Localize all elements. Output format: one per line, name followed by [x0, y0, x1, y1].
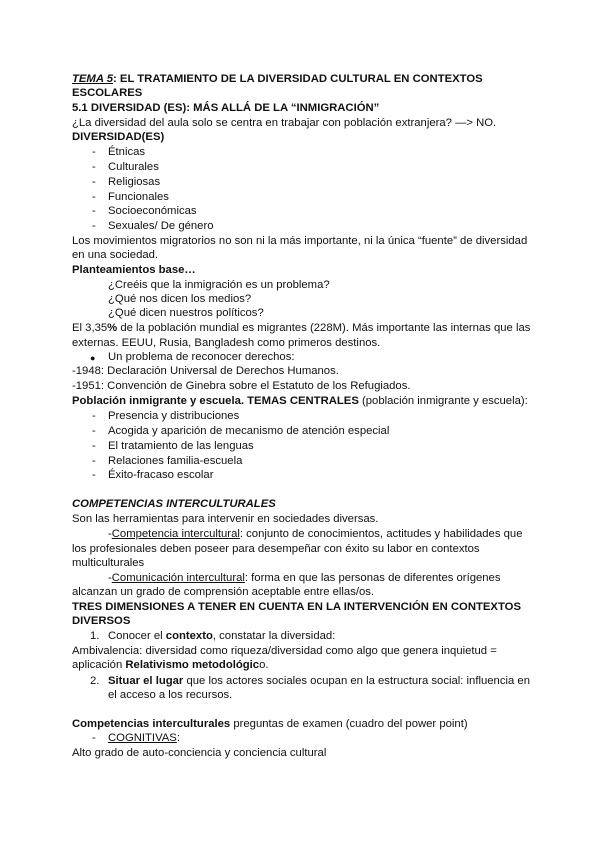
list-dash: -: [92, 176, 96, 188]
diversidad-heading: DIVERSIDAD(ES): [72, 131, 165, 143]
dimension-item-1-rest: , constatar la diversidad:: [212, 630, 336, 642]
dimension-item-1-bold: contexto: [165, 630, 213, 642]
competencias-heading: COMPETENCIAS INTERCULTURALES: [72, 498, 276, 510]
list-dash: -: [92, 440, 96, 452]
dimension-item-2-bold: Situar el lugar: [108, 675, 184, 687]
dimension-item-1-text: Conocer el: [108, 630, 166, 642]
cognitivas-text: Alto grado de auto-conciencia y conciencia cultural: [72, 747, 327, 759]
list-item: Relaciones familia-escuela: [108, 455, 243, 467]
cognitivas-colon: :: [176, 732, 180, 744]
planteamientos-heading: Planteamientos base…: [72, 264, 196, 276]
list-item: Presencia y distribuciones: [108, 410, 240, 422]
migration-text-line2: en una sociedad.: [72, 249, 159, 261]
stats-percent: %: [107, 322, 118, 334]
examen-heading-bold: Competencias interculturales: [72, 718, 231, 730]
poblacion-heading-rest: (población inmigrante y escuela):: [358, 395, 528, 407]
list-number: 1.: [90, 630, 100, 642]
document-title: [72, 72, 483, 86]
list-dash: -: [92, 161, 96, 173]
date-1948: -1948: Declaración Universal de Derechos Humanos.: [72, 365, 339, 377]
ambivalencia-bold: Relativismo metodológic: [125, 659, 260, 671]
poblacion-heading: [72, 394, 528, 408]
title-prefix: TEMA 5: [72, 73, 114, 85]
competencia-intercultural-line3: multiculturales: [72, 557, 145, 569]
list-dash: -: [92, 732, 96, 744]
dimension-item-2-line2: el acceso a los recursos.: [108, 689, 233, 701]
list-dash: -: [92, 425, 96, 437]
intro-question: ¿La diversidad del aula solo se centra en trabajar con población extranjera? —> NO.: [72, 117, 497, 129]
list-item: Funcionales: [108, 191, 169, 203]
migration-text-line1: Los movimientos migratorios no son ni la más importante, ni la única “fuente” de diversidad: [72, 235, 528, 247]
list-number: 2.: [90, 675, 100, 687]
dimension-item-2-text: que los actores sociales ocupan en la estructura social: influencia en: [183, 675, 530, 687]
competencias-intro: Son las herramientas para intervenir en sociedades diversas.: [72, 513, 379, 525]
section-heading: 5.1 DIVERSIDAD (ES): MÁS ALLÁ DE LA “INMIGRACIÓN”: [72, 102, 380, 114]
bullet-icon: ●: [90, 353, 96, 363]
list-item: Religiosas: [108, 176, 161, 188]
dimension-item-2: [108, 674, 530, 688]
question-item: ¿Creéis que la inmigración es un problema?: [108, 279, 330, 291]
cognitivas-term: COGNITIVAS: [108, 732, 177, 744]
ambivalencia-line2: [72, 658, 269, 672]
comunicacion-intercultural-def: -Comunicación intercultural: forma en que las personas de diferentes orígenes: [108, 572, 501, 584]
stats-line1: [72, 321, 530, 335]
dimensiones-heading: TRES DIMENSIONES A TENER EN CUENTA EN LA INTERVENCIÓN EN CONTEXTOS: [72, 601, 521, 613]
comunicacion-intercultural-line2: alcanzan un grado de comprensión aceptable entre ellas/os.: [72, 586, 375, 598]
competencia-intercultural-term: Competencia intercultural: [111, 528, 240, 540]
ambivalencia-rest: o.: [259, 659, 269, 671]
list-item: Culturales: [108, 161, 159, 173]
poblacion-heading-bold: Población inmigrante y escuela. TEMAS CENTRALES: [72, 395, 359, 407]
list-dash: -: [92, 455, 96, 467]
list-dash: -: [92, 220, 96, 232]
competencia-intercultural-line2: los profesionales deben poseer para desempeñar con éxito su labor en contextos: [72, 543, 480, 555]
cognitivas-label: [108, 731, 180, 745]
competencia-intercultural-text: : conjunto de conocimientos, actitudes y habilidades que: [239, 528, 523, 540]
title-rest: : EL TRATAMIENTO DE LA DIVERSIDAD CULTURAL EN CONTEXTOS: [113, 73, 483, 85]
comunicacion-intercultural-term: Comunicación intercultural: [111, 572, 245, 584]
ambivalencia-line1: Ambivalencia: diversidad como riqueza/diversidad como algo que genera inquietud =: [72, 645, 497, 657]
ambivalencia-text: aplicación: [72, 659, 126, 671]
list-item: Socioeconómicas: [108, 205, 197, 217]
list-item: Sexuales/ De género: [108, 220, 214, 232]
examen-heading-rest: preguntas de examen (cuadro del power point): [230, 718, 468, 730]
list-item: Acogida y aparición de mecanismo de atención especial: [108, 425, 390, 437]
question-item: ¿Qué nos dicen los medios?: [108, 293, 252, 305]
question-item: ¿Qué dicen nuestros políticos?: [108, 307, 264, 319]
dimension-item-1: [108, 629, 335, 643]
date-1951: -1951: Convención de Ginebra sobre el Estatuto de los Refugiados.: [72, 380, 411, 392]
list-dash: -: [92, 191, 96, 203]
comunicacion-intercultural-text: : forma en que las personas de diferentes orígenes: [244, 572, 501, 584]
document-title-line2: ESCOLARES: [72, 87, 143, 99]
list-dash: -: [92, 146, 96, 158]
bullet-text: Un problema de reconocer derechos:: [108, 351, 295, 363]
list-dash: -: [92, 205, 96, 217]
stats-text: El 3,35: [72, 322, 108, 334]
list-dash: -: [92, 410, 96, 422]
examen-heading: [72, 717, 468, 731]
competencia-intercultural-def: -Competencia intercultural: conjunto de conocimientos, actitudes y habilidades que: [108, 528, 523, 540]
list-item: El tratamiento de las lenguas: [108, 440, 254, 452]
list-item: Étnicas: [108, 146, 146, 158]
dimensiones-heading-line2: DIVERSOS: [72, 615, 131, 627]
list-item: Éxito-fracaso escolar: [108, 469, 214, 481]
list-dash: -: [92, 469, 96, 481]
stats-line2: externas. EEUU, Rusia, Bangladesh como primeros destinos.: [72, 337, 381, 349]
stats-text-rest: de la población mundial es migrantes (228M). Más importante las internas que las: [117, 322, 531, 334]
